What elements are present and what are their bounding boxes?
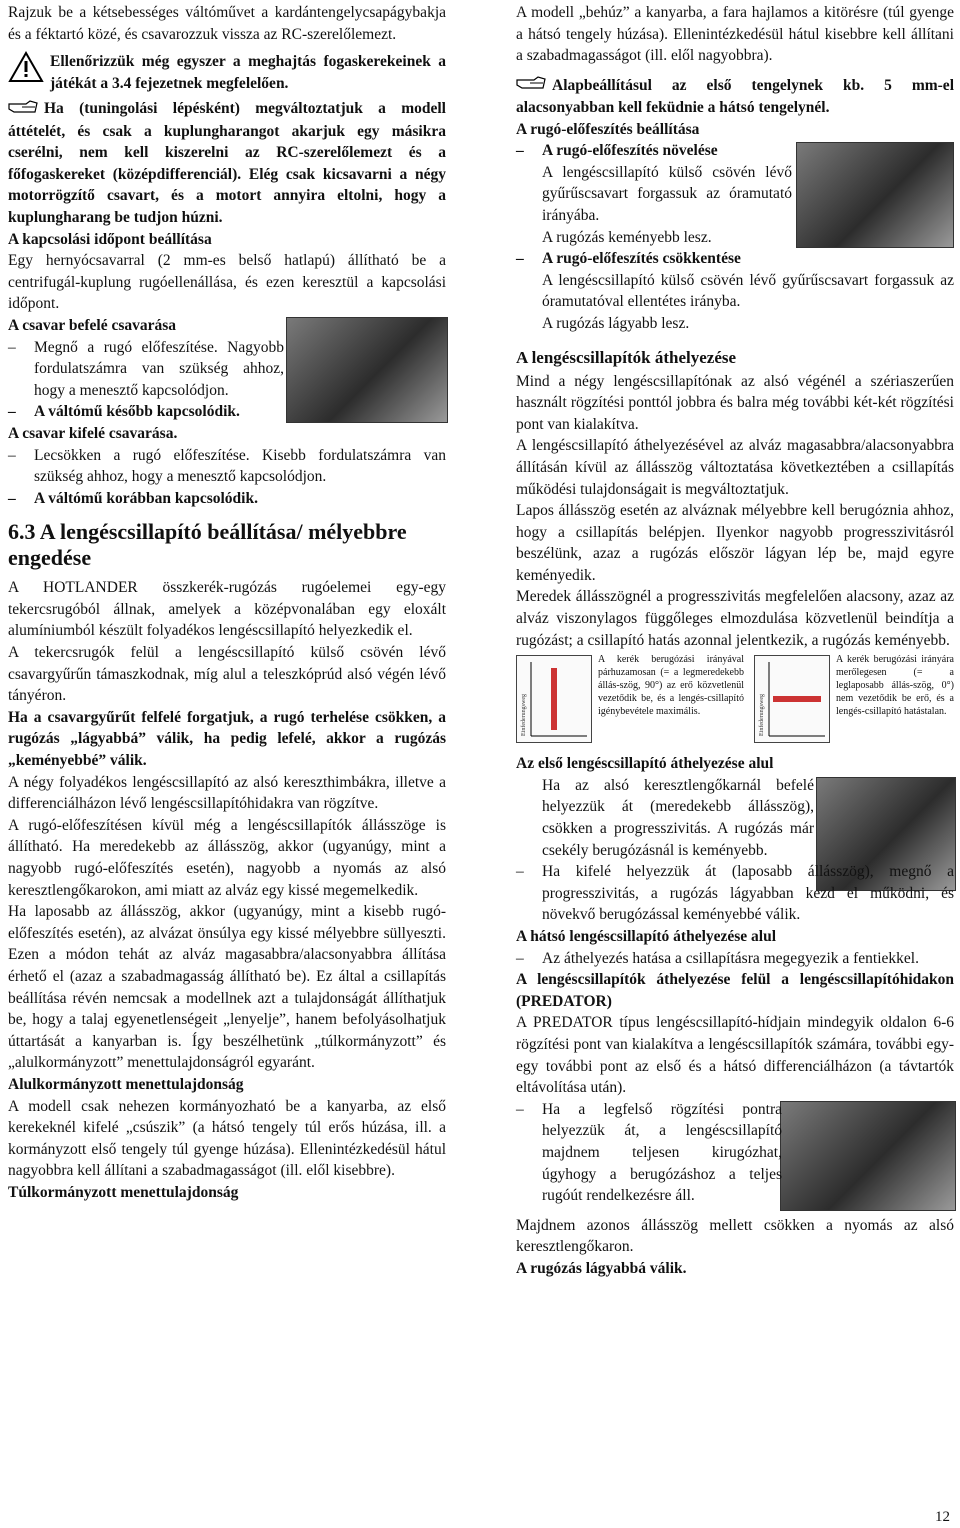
closing-result: A rugózás lágyabbá válik. (516, 1259, 687, 1277)
warning-triangle-icon (8, 51, 44, 88)
elso-item-1: Ha az alsó keresztlengőkarnál befelé helyezzük át (meredekebb állásszög), csökken a progresszivitás. A rugózás már csekély berugózásnál is keményebb. (542, 776, 814, 859)
kifele-item-1: – Lecsökken a rugó előfeszítése. Kisebb fordulatszámra van szükség ahhoz, hogy a menesztő kapcsolódjon. (8, 445, 446, 488)
tip-text: Ha (tuningolási lépésként) megváltoztatjuk a modell áttételét, és csak a kuplungharangot akarjuk egy másikra cserélni, nem kell kiszerelni az RC-szerelőlemezt és a főfogaskereket (középdifferenciál). Elég csak kicsavarni a négy motorrögzítő csavart, és a motort annyira eltolni, hogy a kuplungharang be tudjon húzni. (8, 100, 446, 226)
felul-heading: A lengéscsillapítók áthelyezése felül a lengéscsillapítóhidakon (PREDATOR) (516, 971, 954, 1010)
kifele-heading: A csavar kifelé csavarása. (8, 424, 178, 442)
paragraph-allasszog: A rugó-előfeszítésen kívül még a lengéscsillapítók állásszöge is állítható. Ha meredekebb az állásszög, akkor (ugyanúgy, mint a nagyobb rugó-előfeszítés esetén), nagyobb a nyomás az alsó keresztlengőkarokon, ami miatt az alváz egy kissé megemelkedik. (8, 816, 446, 899)
warning-text: Ellenőrizzük még egyszer a meghajtás fogaskerekeinek a játékát a 3.4 fejezetnek megfelelően. (50, 53, 446, 92)
novelese-heading: – A rugó-előfeszítés növelése (516, 140, 954, 162)
page-number: 12 (935, 1509, 950, 1525)
left-column (8, 0, 446, 1204)
warning-note (8, 51, 446, 94)
predator-photo (780, 1101, 956, 1211)
befele-item-2: – A váltómű később kapcsolódik. (8, 401, 446, 423)
alulkormanyzott-text: A modell csak nehezen kormányozható be a kanyarba, az első kerekeknél kifelé „csúszik” (a hátsó tengely túl erős húzása, ill. a kormányzott első tengely túl gyenge húzása). Ellenintézkedésül hátul nagyobbra kell állítani a szabadmagasságot (ill. elől kisebbre). (8, 1097, 446, 1180)
athelyezes-p1: Mind a négy lengéscsillapítónak az alsó végénél a szériaszerűen használt rögzítési ponttól jobbra és balra még további két-két rögzítési pont van kialakítva. (516, 372, 954, 433)
tip-note-2 (516, 75, 954, 119)
tip-note (8, 98, 446, 228)
athelyezes-p3: Lapos állásszög esetén az alváznak mélyebbre kell berugóznia ahhoz, hogy a csillapítás belépjen. Ilyenkor nagyobb progresszivitásról beszélünk, azaz a rugózás először lágyan lép be, majd egyre keményedik. (516, 502, 954, 584)
tip-text-2: Alapbeállításul az első tengelynek kb. 5 mm-el alacsonyabban kell feküdnie a hátsó tengelynél. (516, 76, 954, 117)
novelese-text: A lengéscsillapító külső csövén lévő gyűrűscsavart forgassuk az óramutató irányába. (542, 163, 792, 224)
right-column (516, 0, 954, 1280)
athelyezes-p4: Meredek állásszögnél a progresszivitás megfelelően alacsony, azaz az alváz viszonylagos függőleges elmozdulása közvetlenül beindítja a rugózást; a csillapító hatás azonnal jelentkezik, a rugózás keményebb. (516, 588, 954, 649)
elso-item-2: – Ha kifelé helyezzük át (laposabb állásszög), megnő a progresszivitás, a rugózás lágyabban kezd el működni, és növekvő berugózással keményebbé válik. (516, 861, 954, 926)
graph-row (516, 651, 954, 753)
graph-flat (754, 655, 830, 743)
paragraph-rogzites: A négy folyadékos lengéscsillapító az alsó kereszthimbákra, illetve a differenciálházon lévő lengéscsillapítóhidakra van rögzítve. (8, 773, 446, 813)
intro-paragraph: Rajzuk be a kétsebességes váltóművet a kardántengelycsapágybakja és a féktartó közé, és csavarozzuk vissza az RC-szerelőlemezt. (8, 4, 446, 43)
section-heading-kapcsolas: A kapcsolási időpont beállítása (8, 230, 212, 248)
alulkormanyzott-heading: Alulkormányzott menettulajdonság (8, 1075, 244, 1093)
csokkentes-text: A lengéscsillapító külső csövén lévő gyűrűscsavart forgassuk az óramutatóval ellentétes irányba. (542, 271, 954, 311)
rugo-heading: A rugó-előfeszítés beállítása (516, 120, 700, 138)
felul-item-1: – Ha a legfelső rögzítési pontra helyezzük át, a lengéscsillapító majdnem teljesen kirugózhat, úgyhogy a berugózáshoz a teljes rugóút rendelkezésre áll. (516, 1099, 782, 1207)
tulkormanyzott-heading: Túlkormányzott menettulajdonság (8, 1183, 239, 1201)
paragraph-laposabb: Ha laposabb az állásszög, akkor (ugyanúgy, mint a kisebb rugó-előfeszítés esetén), az alvázat önsúlya egy kissé mélyebbre süllyeszti. Ezen a módon tehát az alváz magasabbra/alacsonyabbra állítása érhető el (azaz a szabadmagasság állítható be). Ez által a csillapítás beállítása révén nemcsak a modellnek azt a tulajdonságát állíthatjuk be, hogy a talaj egyenetlenségeit „lenyelje”, hanem befolyásolhatjuk úttartását a kanyarban is. Így beszélhetünk „túlkormányzott” és „alulkormányzott” menettulajdonságról egyaránt. (8, 903, 446, 1072)
pointing-hand-icon (516, 75, 546, 97)
tulkormanyzott-text: A modell „behúz” a kanyarba, a fara hajlamos a kitörésre (túl gyenge a hátsó tengely húzása). Ellenintézkedésül hátul kisebbre kell állítani a szabadmagasságot (ill. elől nagyobbra). (516, 4, 954, 65)
graph-flat-label: Einfederungsweg (759, 694, 765, 737)
paragraph-hotlander: A HOTLANDER összkerék-rugózás rugóelemei egy-egy tekercsrugóból állnak, amelyek a középvonalában egy eloxált alumíniumból készült folyadékos lengéscsillapító helyezkedik el. (8, 579, 446, 640)
pointing-hand-icon (8, 99, 38, 121)
graph-steep (516, 655, 592, 743)
hatso-item-1: – Az áthelyezés hatása a csillapításra megegyezik a fentiekkel. (516, 948, 954, 970)
paragraph-csavargyuru: Ha a csavargyűrűt felfelé forgatjuk, a rugó terhelése csökken, a rugózás „lágyabbá” válik, ha pedig lefelé, akkor a rugózás „keményebbé” válik. (8, 708, 446, 770)
closing-text: Majdnem azonos állásszög mellett csökken a nyomás az alsó keresztlengőkaron. (516, 1216, 954, 1256)
befele-item-1: – Megnő a rugó előfeszítése. Nagyobb fordulatszámra van szükség ahhoz, hogy a menesztő kapcsolódjon. (8, 337, 284, 402)
befele-heading: A csavar befelé csavarása (8, 316, 177, 334)
caption-flat: A kerék berugózási irányára merőlegesen (= a leglaposabb állás-szög, 0°) nem vezetődik be erő, és a lengés-csillapító hatástalan. (836, 654, 954, 718)
csokkentes-heading: – A rugó-előfeszítés csökkentése (516, 248, 954, 270)
athelyezes-heading: A lengéscsillapítók áthelyezése (516, 347, 737, 367)
caption-steep: A kerék berugózási irányával párhuzamosan (= a legmeredekebb állás-szög, 90°) az erő közvetlenül vezetődik be, és a lengés-csillapító igénybevétele maximális. (598, 654, 744, 718)
elso-heading: Az első lengéscsillapító áthelyezése alul (516, 755, 774, 773)
section-title-6-3: 6.3 A lengéscsillapító beállítása/ mélyebbre engedése (8, 519, 407, 571)
paragraph-tekercsrugok: A tekercsrugók felül a lengéscsillapító külső csövén lévő csavargyűrűn támaszkodnak, míg alul a teleszkóprúd alsó végén lévő tányéron. (8, 644, 446, 705)
graph-steep-label: Einfederungsweg (521, 694, 527, 737)
kifele-item-2: – A váltómű korábban kapcsolódik. (8, 488, 446, 510)
csokkentes-result: A rugózás lágyabb lesz. (542, 314, 690, 332)
athelyezes-p2: A lengéscsillapító áthelyezésével az alváz magasabbra/alacsonyabbra állításán kívül az állásszög változtatása következtében a csillapítás működési tulajdonságait is megváltoztatjuk. (516, 437, 954, 498)
kapcsolas-text: Egy hernyócsavarral (2 mm-es belső hatlapú) állítható be a centrifugál-kuplung rugóellenállása, és ezen keresztül a kapcsolási időpont. (8, 252, 446, 313)
hatso-heading: A hátsó lengéscsillapító áthelyezése alul (516, 928, 777, 946)
novelese-result: A rugózás keményebb lesz. (542, 228, 712, 246)
felul-text: A PREDATOR típus lengéscsillapító-hídjain mindegyik oldalon 6-6 rögzítési pont van kialakítva a lengéscsillapítók számára, további egy-egy további pont az első és a hátsó differenciálházon (a távtartók eltávolítása után). (516, 1014, 954, 1097)
